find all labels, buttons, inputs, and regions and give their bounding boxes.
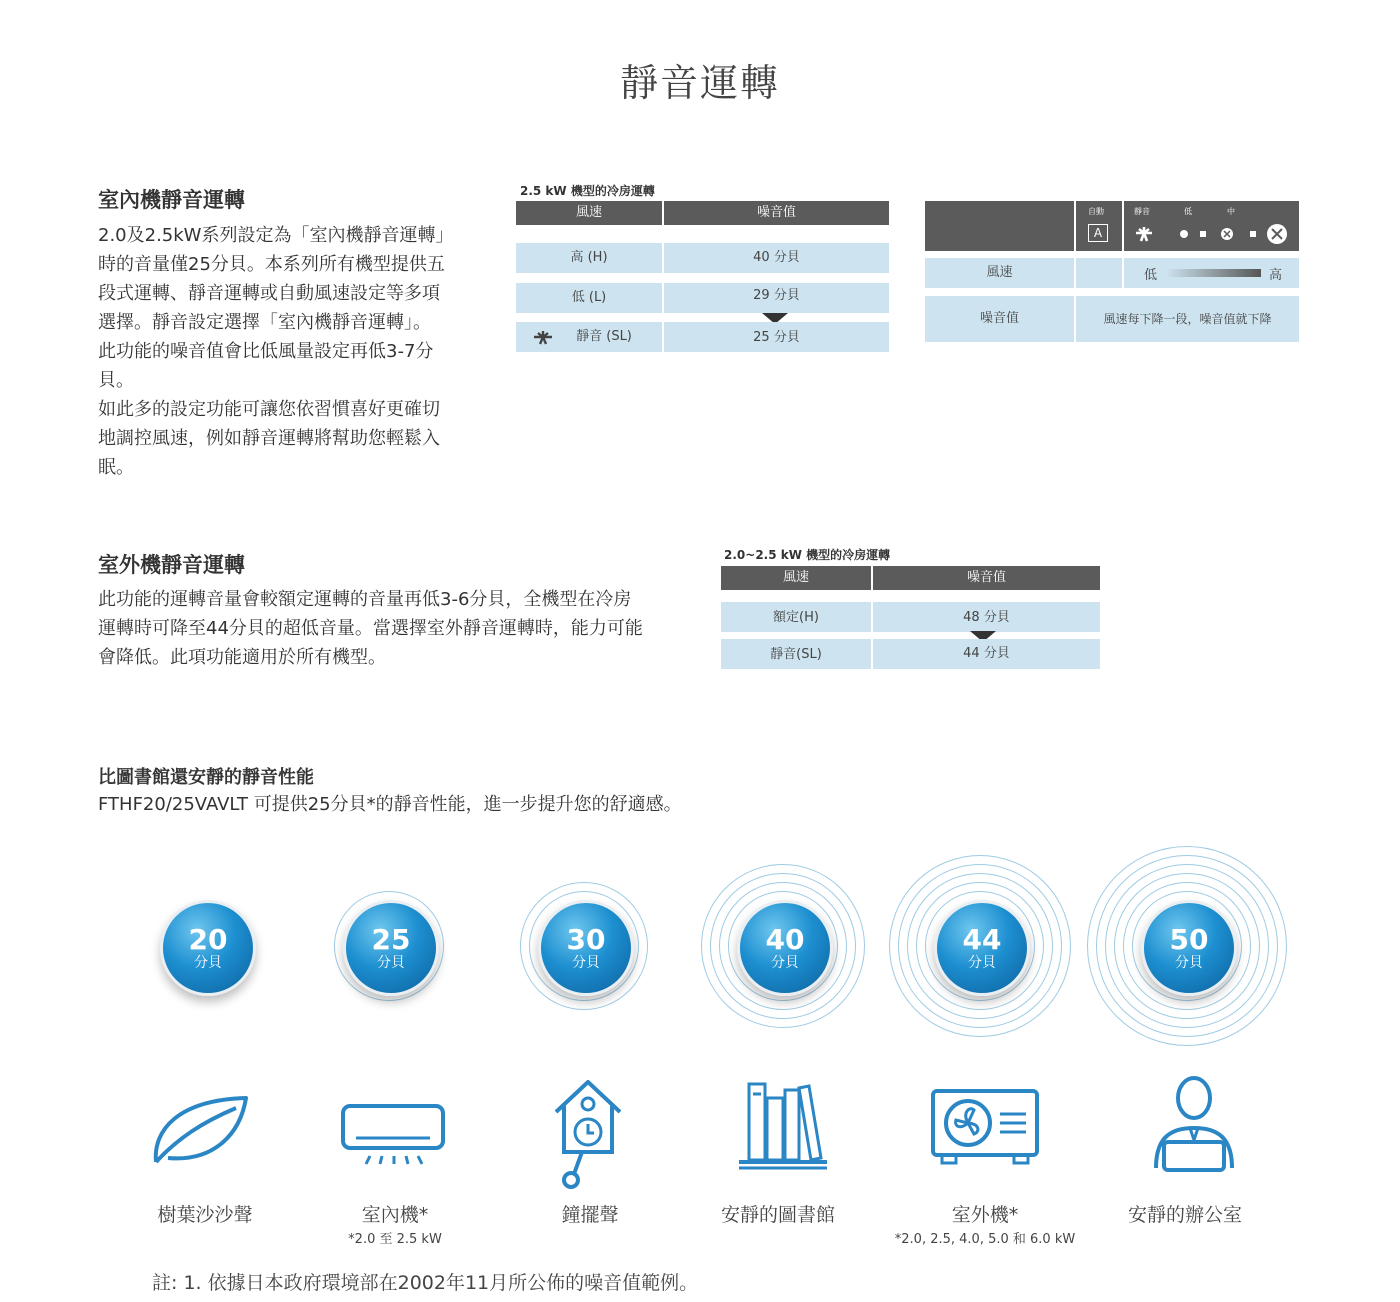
outdoor-line: 會降低。此項功能適用於所有機型。 <box>98 647 386 668</box>
table-header-noise: 噪音值 <box>873 566 1100 590</box>
bubble-value: 40 <box>765 923 805 956</box>
table-cell-noise: 29 分貝 <box>664 283 889 313</box>
icon-sublabel: *2.0 至 2.5 kW <box>348 1232 442 1247</box>
table-cell-speed: 低 (L) <box>516 283 662 313</box>
bubble-value: 44 <box>962 923 1002 956</box>
noise-level-bubble <box>737 900 833 996</box>
indoor-line: 眠。 <box>98 457 134 478</box>
bubble-unit: 分貝 <box>194 955 222 971</box>
quiet-label: 靜音 <box>1134 207 1150 216</box>
icon-label: 樹葉沙沙聲 <box>157 1204 253 1226</box>
table-header-speed: 風速 <box>721 566 871 590</box>
table-cell-speed: 靜音(SL) <box>721 639 871 669</box>
speed-dot-icon <box>1180 230 1188 238</box>
library-subtext: FTHF20/25VAVLT 可提供25分貝*的靜音性能，進一步提升您的舒適感。 <box>98 794 682 815</box>
speed-table-auto-cell <box>1076 201 1122 251</box>
noise-level-bubble <box>538 900 634 996</box>
bubble-unit: 分貝 <box>1175 955 1203 971</box>
noise-level-bubble <box>934 900 1030 996</box>
speed-table-corner <box>925 201 1074 251</box>
outdoor-heading: 室外機靜音運轉 <box>98 553 245 577</box>
noise-level-bubble <box>1141 900 1237 996</box>
cuckoo-clock-icon <box>552 1078 624 1190</box>
table-cell-speed-quiet <box>516 322 662 352</box>
indoor-line: 選擇。靜音設定選擇「室內機靜音運轉」。 <box>98 312 431 333</box>
fan-speed-icons <box>1124 219 1299 249</box>
office-worker-icon <box>1148 1072 1240 1176</box>
indoor-line: 時的音量僅25分貝。本系列所有機型提供五 <box>98 254 445 275</box>
speed-square-icon <box>1200 231 1206 237</box>
speed-gradient-cell <box>1124 258 1299 288</box>
outdoor-unit-icon <box>930 1088 1040 1170</box>
auto-icon: A <box>1088 224 1108 242</box>
quiet-fan-icon <box>1136 227 1152 241</box>
bookshelf-icon <box>737 1080 829 1170</box>
bubble-value: 20 <box>188 923 228 956</box>
table-cell-noise: 44 分貝 <box>873 639 1100 669</box>
footnote: 註: 1. 依據日本政府環境部在2002年11月所公佈的噪音值範例。 <box>152 1272 699 1294</box>
table-cell-speed: 額定(H) <box>721 602 871 632</box>
leaf-icon <box>148 1090 253 1170</box>
outdoor-table-caption: 2.0~2.5 kW 機型的冷房運轉 <box>724 548 891 562</box>
table-cell-noise: 40 分貝 <box>664 243 889 273</box>
bubble-value: 25 <box>371 923 411 956</box>
indoor-table-caption: 2.5 kW 機型的冷房運轉 <box>520 184 655 198</box>
speed-row-label: 風速 <box>925 258 1074 288</box>
mid-label: 中 <box>1227 207 1235 216</box>
indoor-line: 2.0及2.5kW系列設定為「室內機靜音運轉」 <box>98 225 454 246</box>
indoor-paragraph <box>98 221 488 482</box>
indoor-line: 地調控風速，例如靜音運轉將幫助您輕鬆入 <box>98 428 440 449</box>
speed-square-icon <box>1250 231 1256 237</box>
outdoor-line: 此功能的運轉音量會較額定運轉的音量再低3-6分貝，全機型在冷房 <box>98 589 632 610</box>
bubble-unit: 分貝 <box>572 955 600 971</box>
indoor-heading: 室內機靜音運轉 <box>98 188 245 212</box>
outdoor-paragraph <box>98 585 708 672</box>
page-title: 靜音運轉 <box>619 61 780 105</box>
bubble-unit: 分貝 <box>377 955 405 971</box>
auto-label: 自動 <box>1088 207 1104 216</box>
table-cell-noise: 25 分貝 <box>664 322 889 352</box>
outdoor-line: 運轉時可降至44分貝的超低音量。當選擇室外靜音運轉時，能力可能 <box>98 618 643 639</box>
noise-level-bubble <box>343 900 439 996</box>
indoor-unit-icon <box>340 1100 448 1170</box>
icon-sublabel: *2.0, 2.5, 4.0, 5.0 和 6.0 kW <box>894 1232 1076 1247</box>
indoor-line: 如此多的設定功能可讓您依習慣喜好更確切 <box>98 399 440 420</box>
noise-level-bubble <box>160 900 256 996</box>
library-heading: 比圖書館還安靜的靜音性能 <box>98 767 314 788</box>
table-cell-noise: 48 分貝 <box>873 602 1100 632</box>
icon-label: 室內機* <box>361 1204 429 1226</box>
icon-label: 鐘擺聲 <box>561 1204 619 1226</box>
table-header-speed: 風速 <box>516 201 662 225</box>
bubble-value: 30 <box>566 923 606 956</box>
speed-row-blank <box>1076 258 1122 288</box>
indoor-line: 貝。 <box>98 370 134 391</box>
speed-table-modes-cell <box>1124 201 1299 251</box>
speed-high-label: 高 <box>1269 268 1283 283</box>
table-cell-speed: 靜音 (SL) <box>576 329 632 344</box>
low-label: 低 <box>1184 207 1192 216</box>
speed-gradient-bar <box>1166 269 1261 277</box>
indoor-line: 此功能的噪音值會比低風量設定再低3-7分 <box>98 341 434 362</box>
icon-label: 安靜的圖書館 <box>720 1204 835 1226</box>
bubble-value: 50 <box>1169 923 1209 956</box>
bubble-unit: 分貝 <box>968 955 996 971</box>
indoor-line: 段式運轉、靜音運轉或自動風速設定等多項 <box>98 283 440 304</box>
quiet-mode-icon <box>532 328 554 346</box>
noise-row-label: 噪音值 <box>925 296 1074 342</box>
table-header-noise: 噪音值 <box>664 201 889 225</box>
icon-label: 室外機* <box>951 1204 1019 1226</box>
icon-label: 安靜的辦公室 <box>1127 1204 1242 1226</box>
noise-row-value: 風速每下降一段，噪音值就下降 <box>1076 296 1299 342</box>
table-cell-speed: 高 (H) <box>516 243 662 273</box>
bubble-unit: 分貝 <box>771 955 799 971</box>
speed-low-label: 低 <box>1144 268 1158 283</box>
